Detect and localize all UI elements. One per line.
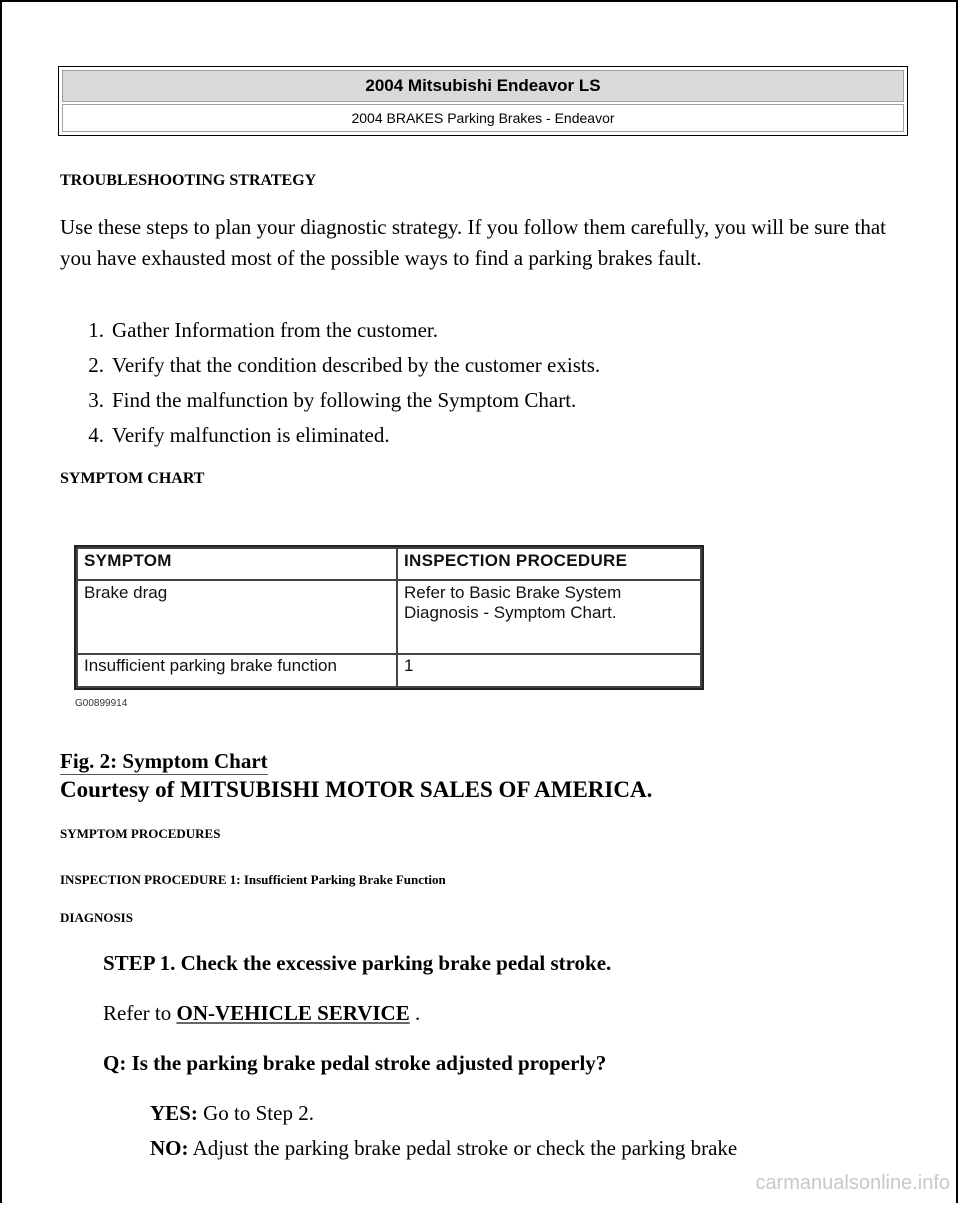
yes-answer xyxy=(150,1101,314,1126)
steps-list xyxy=(60,313,600,453)
inspection-heading: INSPECTION PROCEDURE 1: Insufficient Parking Brake Function xyxy=(60,872,446,887)
watermark: carmanualsonline.info xyxy=(755,1172,950,1194)
question-text: Q: Is the parking brake pedal stroke adjusted properly? xyxy=(103,1051,607,1075)
list-item xyxy=(60,383,600,418)
symptom-chart-figure xyxy=(74,545,704,690)
column-header-symptom: SYMPTOM xyxy=(77,548,397,580)
step-text: Verify malfunction is eliminated. xyxy=(112,423,390,447)
step-number: 4. xyxy=(88,423,104,447)
symptom-chart-heading: SYMPTOM CHART xyxy=(60,470,205,487)
symptom-cell: Insufficient parking brake function xyxy=(77,654,397,687)
refer-prefix: Refer to xyxy=(103,1001,172,1025)
no-text: Adjust the parking brake pedal stroke or check the parking brake xyxy=(192,1136,738,1160)
refer-suffix: . xyxy=(414,1001,421,1025)
figure-courtesy: Courtesy of MITSUBISHI MOTOR SALES OF AMERICA. xyxy=(60,777,653,802)
list-item xyxy=(60,313,600,348)
list-item xyxy=(60,418,600,453)
document-header xyxy=(58,66,908,136)
step-title: STEP 1. Check the excessive parking brake pedal stroke. xyxy=(103,951,612,975)
no-label: NO: xyxy=(150,1136,189,1160)
refer-line xyxy=(103,1001,420,1026)
yes-text: Go to Step 2. xyxy=(203,1101,314,1125)
table-row xyxy=(77,580,701,655)
header-title: 2004 Mitsubishi Endeavor LS xyxy=(62,70,904,102)
step-number: 2. xyxy=(88,353,104,377)
diagnosis-heading: DIAGNOSIS xyxy=(60,910,133,925)
step-number: 1. xyxy=(88,318,104,342)
yes-label: YES: xyxy=(150,1101,198,1125)
step-number: 3. xyxy=(88,388,104,412)
on-vehicle-service-link[interactable]: ON-VEHICLE SERVICE xyxy=(176,1001,410,1025)
procedure-cell: 1 xyxy=(397,654,701,687)
figure-caption-link[interactable]: Fig. 2: Symptom Chart xyxy=(60,749,268,773)
symptom-table xyxy=(76,547,702,688)
intro-paragraph: Use these steps to plan your diagnostic strategy. If you follow them carefully, you will be sure that you have exhausted most of the possible ways to find a parking brakes fault. xyxy=(60,215,886,270)
step-text: Find the malfunction by following the Symptom Chart. xyxy=(112,388,577,412)
step-text: Gather Information from the customer. xyxy=(112,318,438,342)
procedure-cell xyxy=(397,580,701,655)
step-text: Verify that the condition described by the customer exists. xyxy=(112,353,601,377)
table-row xyxy=(77,654,701,687)
symptom-cell: Brake drag xyxy=(77,580,397,655)
symptom-procedures-heading: SYMPTOM PROCEDURES xyxy=(60,826,221,841)
figure-code: G00899914 xyxy=(75,698,128,709)
header-subtitle: 2004 BRAKES Parking Brakes - Endeavor xyxy=(62,104,904,132)
list-item xyxy=(60,348,600,383)
troubleshooting-heading: TROUBLESHOOTING STRATEGY xyxy=(60,172,317,189)
procedure-line: Refer to Basic Brake System xyxy=(404,582,622,602)
no-answer xyxy=(150,1136,737,1161)
column-header-procedure: INSPECTION PROCEDURE xyxy=(397,548,701,580)
procedure-line: Diagnosis - Symptom Chart. xyxy=(404,602,617,622)
